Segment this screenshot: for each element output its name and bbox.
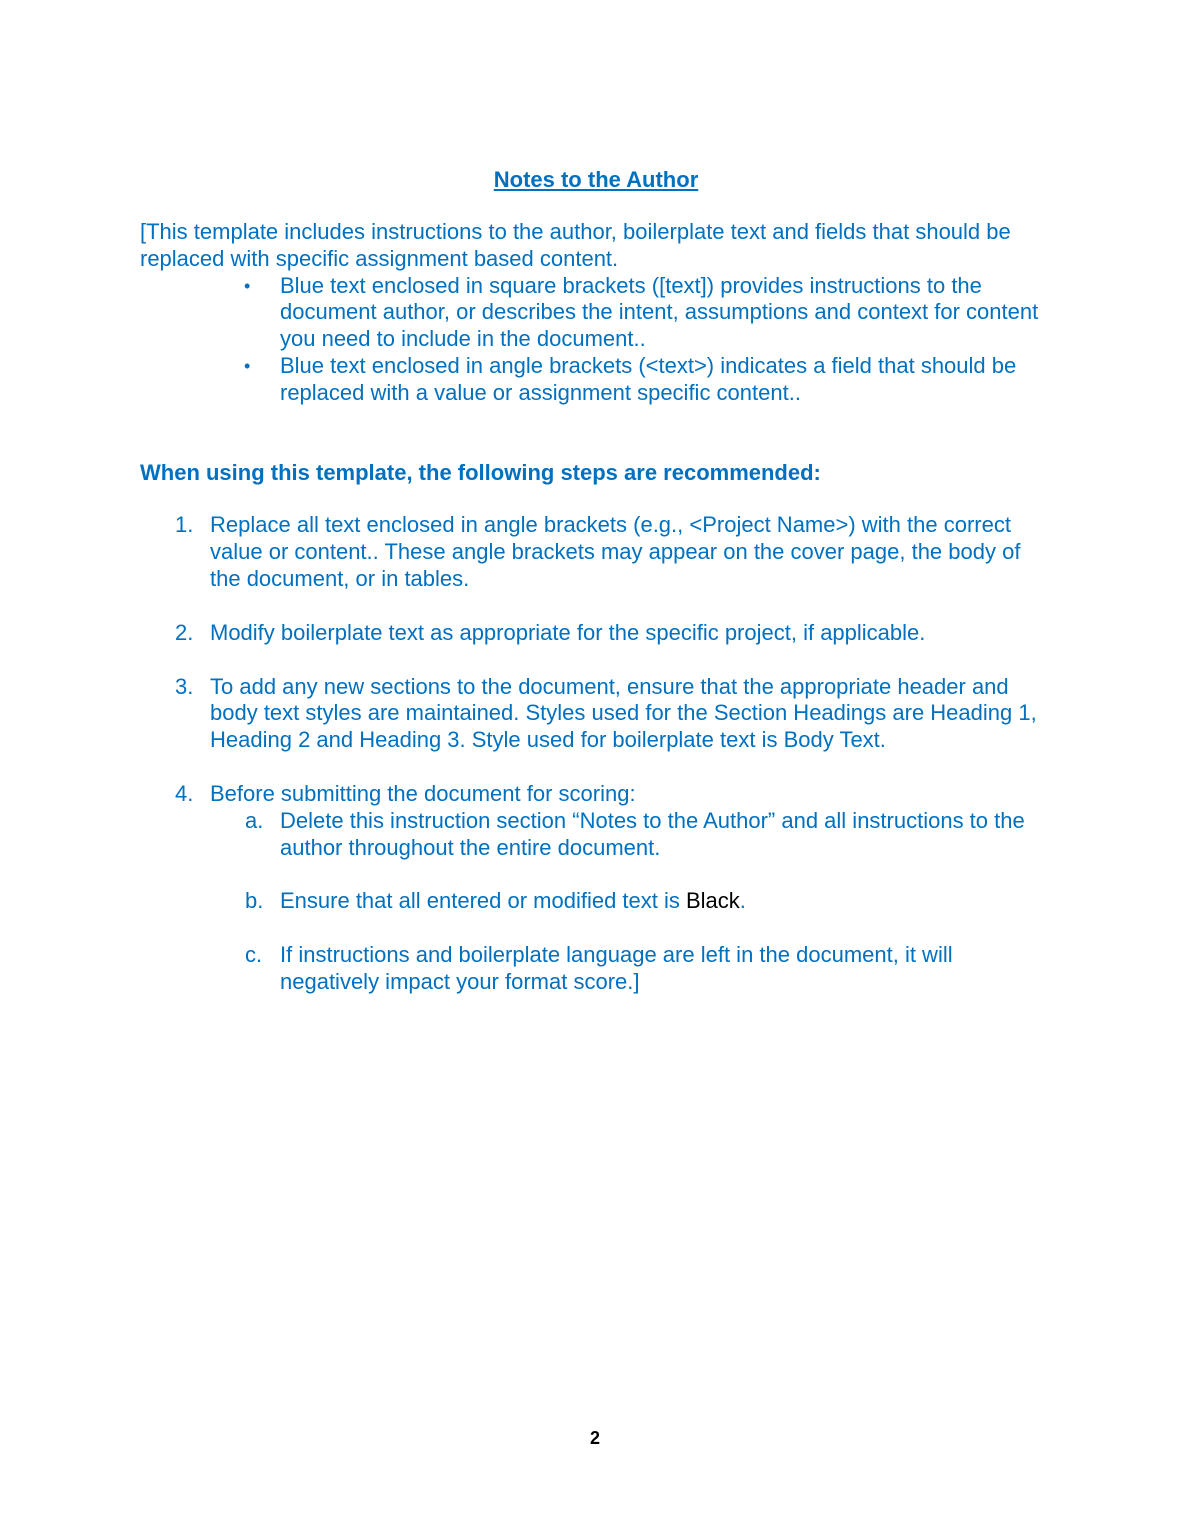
substep-text-end: . bbox=[739, 888, 746, 914]
step-text: To add any new sections to the document, ensure that the appropriate header and body text styles are maintained. Styles used for the Section Headings are Heading 1, Heading 2 and Heading 3. Style used for boilerplate text is Body Text. bbox=[210, 673, 1037, 753]
substep-letter: a. bbox=[245, 807, 264, 833]
step-number: 1. bbox=[175, 512, 194, 538]
step-text: Before submitting the document for scoring: bbox=[210, 780, 636, 806]
bullet-dot-icon: • bbox=[244, 275, 251, 296]
bullet-item bbox=[244, 272, 1052, 353]
bullet-text: Blue text enclosed in angle brackets (<text>) indicates a field that should be replaced with a value or assignment specific content.. bbox=[280, 352, 1017, 405]
step-item bbox=[140, 620, 1052, 647]
bullet-dot-icon: • bbox=[244, 355, 251, 376]
step-item bbox=[140, 512, 1052, 592]
bullet-text: Blue text enclosed in square brackets ([text]) provides instructions to the document author, or describes the intent, assumptions and context for content you need to include in the document.. bbox=[280, 272, 1039, 352]
black-word: Black bbox=[686, 888, 740, 914]
step-text: Replace all text enclosed in angle brackets (e.g., <Project Name>) with the correct value or content.. These angle brackets may appear on the cover page, the body of the document, or in tables. bbox=[210, 512, 1021, 591]
intro-paragraph: [This template includes instructions to the author, boilerplate text and fields that should be replaced with specific assignment based content. bbox=[140, 219, 1011, 271]
step-text: Modify boilerplate text as appropriate for the specific project, if applicable. bbox=[210, 619, 926, 645]
instruction-bullets bbox=[140, 273, 1052, 407]
document-body bbox=[140, 165, 1052, 1023]
bullet-item bbox=[244, 352, 1052, 407]
substep-item bbox=[245, 888, 1052, 915]
substep-text: If instructions and boilerplate language are left in the document, it will negatively impact your format score.] bbox=[280, 942, 953, 994]
page-title: Notes to the Author bbox=[493, 167, 699, 192]
step-number: 2. bbox=[175, 619, 194, 645]
substep-text: Delete this instruction section “Notes to the Author” and all instructions to the author throughout the entire document. bbox=[280, 807, 1025, 860]
substep-letter: c. bbox=[245, 942, 263, 968]
step-number: 3. bbox=[175, 673, 194, 699]
substeps-list bbox=[210, 808, 1052, 996]
step-item bbox=[140, 781, 1052, 996]
substep-letter: b. bbox=[245, 888, 264, 914]
steps-heading: When using this template, the following steps are recommended: bbox=[140, 459, 821, 485]
substep-text: Ensure that all entered or modified text is bbox=[280, 888, 686, 914]
substep-item bbox=[245, 942, 1052, 996]
substep-item bbox=[245, 807, 1052, 862]
step-number: 4. bbox=[175, 780, 194, 806]
steps-list bbox=[140, 512, 1052, 995]
page-number: 2 bbox=[589, 1428, 600, 1448]
step-item bbox=[140, 674, 1052, 754]
